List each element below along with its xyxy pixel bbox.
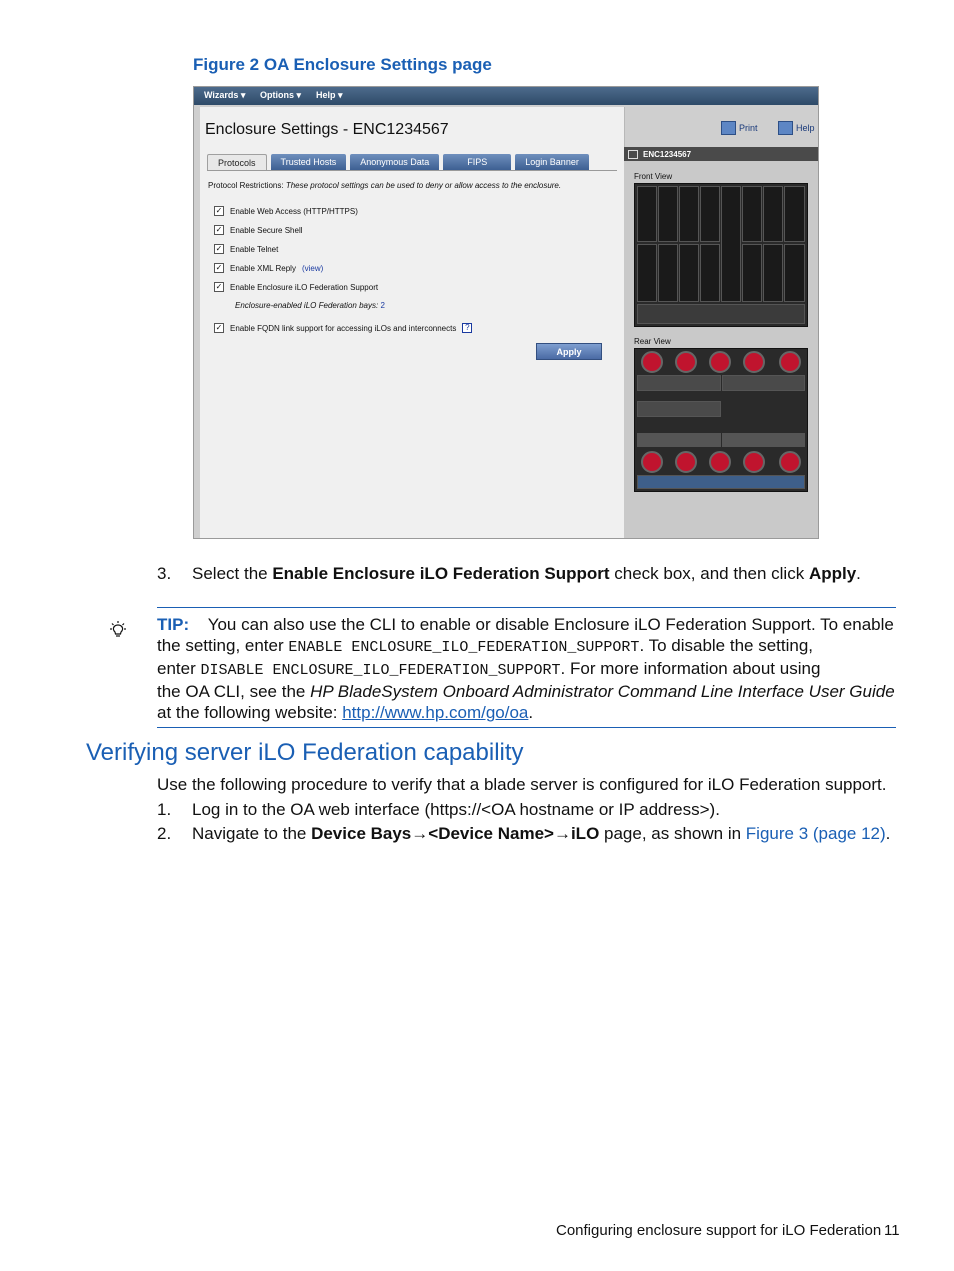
menu-bar bbox=[194, 87, 818, 105]
device-bay[interactable] bbox=[763, 186, 783, 242]
tab-trusted-hosts[interactable]: Trusted Hosts bbox=[271, 154, 347, 170]
interconnect-bay[interactable] bbox=[722, 375, 805, 391]
device-bay[interactable] bbox=[679, 186, 699, 242]
device-bay[interactable] bbox=[763, 244, 783, 302]
fan-icon[interactable] bbox=[709, 351, 731, 373]
device-bay[interactable] bbox=[637, 186, 657, 242]
checkbox-telnet[interactable] bbox=[214, 244, 278, 254]
device-bay[interactable] bbox=[700, 244, 720, 302]
checkbox-checked-icon[interactable]: ✓ bbox=[215, 263, 223, 272]
checkbox-label: Enable XML Reply bbox=[230, 263, 296, 273]
device-bay[interactable] bbox=[742, 186, 762, 242]
enclosure-name: ENC1234567 bbox=[643, 149, 692, 159]
checkbox-label: Enable Telnet bbox=[230, 244, 279, 254]
fan-icon[interactable] bbox=[641, 351, 663, 373]
device-bay[interactable] bbox=[742, 244, 762, 302]
power-input-row[interactable] bbox=[637, 475, 805, 489]
tip-text-2a: the setting, enter bbox=[157, 636, 289, 655]
step-3-text bbox=[192, 563, 861, 584]
page-title: Enclosure Settings - ENC1234567 bbox=[205, 121, 449, 138]
checkbox-label: Enable FQDN link support for accessing iLOs and interconnects bbox=[230, 323, 457, 333]
section-heading: Verifying server iLO Federation capability bbox=[86, 739, 524, 766]
step-3-mid: check box, and then click bbox=[609, 564, 809, 583]
tab-divider bbox=[207, 170, 617, 171]
step-3-end: . bbox=[856, 564, 861, 583]
tab-fips[interactable]: FIPS bbox=[443, 154, 511, 170]
menu-help[interactable]: Help ▾ bbox=[316, 90, 343, 100]
tip-text-2b: . To disable the setting, bbox=[639, 636, 814, 655]
help-question-icon[interactable]: ? bbox=[462, 323, 472, 333]
print-button[interactable] bbox=[721, 121, 758, 135]
power-supply-row[interactable] bbox=[637, 304, 805, 324]
tip-line-2 bbox=[157, 635, 896, 658]
apply-button[interactable]: Apply bbox=[536, 343, 602, 360]
oa-screenshot bbox=[193, 86, 819, 539]
tip-line-1 bbox=[157, 614, 896, 635]
device-bay[interactable] bbox=[784, 186, 805, 242]
help-icon bbox=[778, 121, 793, 135]
print-label: Print bbox=[739, 123, 758, 133]
tip-text-5b: . bbox=[528, 703, 534, 722]
checkbox-checked-icon[interactable]: ✓ bbox=[215, 323, 223, 332]
xml-view-link[interactable]: (view) bbox=[301, 263, 324, 273]
oa-module-bay[interactable] bbox=[637, 433, 721, 447]
fan-icon[interactable] bbox=[709, 451, 731, 473]
step-2-number: 2. bbox=[157, 824, 172, 843]
checkbox-ilo-federation[interactable] bbox=[214, 282, 378, 292]
lightbulb-icon bbox=[108, 620, 128, 640]
guide-title: HP BladeSystem Onboard Administrator Command Line Interface User Guide bbox=[310, 682, 895, 701]
device-bay[interactable] bbox=[679, 244, 699, 302]
federation-bays bbox=[235, 301, 385, 310]
tip-label: TIP: bbox=[157, 615, 190, 634]
interconnect-bay[interactable] bbox=[637, 401, 721, 417]
menu-wizards[interactable]: Wizards ▾ bbox=[204, 90, 246, 100]
checkbox-checked-icon[interactable]: ✓ bbox=[215, 225, 223, 234]
step-2-pre: Navigate to the bbox=[192, 824, 312, 843]
tip-line-3 bbox=[157, 658, 896, 681]
rear-view-label: Rear View bbox=[634, 337, 671, 346]
checkbox-checked-icon[interactable]: ✓ bbox=[215, 282, 223, 291]
device-bay[interactable] bbox=[784, 244, 805, 302]
device-bay[interactable] bbox=[700, 186, 720, 242]
tab-protocols[interactable]: Protocols bbox=[207, 154, 267, 171]
tip-box bbox=[157, 607, 896, 728]
fan-icon[interactable] bbox=[675, 451, 697, 473]
collapse-icon[interactable] bbox=[628, 150, 638, 159]
restrictions-label: Protocol Restrictions: bbox=[208, 181, 284, 190]
step-2-mid: page, as shown in bbox=[599, 824, 746, 843]
fan-icon[interactable] bbox=[641, 451, 663, 473]
tip-text-3a: enter bbox=[157, 659, 201, 678]
footer-text: Configuring enclosure support for iLO Federation bbox=[556, 1222, 882, 1239]
checkbox-secure-shell[interactable] bbox=[214, 225, 303, 235]
checkbox-xml-reply[interactable] bbox=[214, 263, 323, 273]
step-2-end: . bbox=[885, 824, 891, 843]
checkbox-fqdn[interactable] bbox=[214, 323, 472, 333]
device-bay[interactable] bbox=[658, 186, 678, 242]
enclosure-header bbox=[624, 147, 818, 161]
device-bay[interactable] bbox=[721, 186, 741, 302]
fan-icon[interactable] bbox=[743, 451, 765, 473]
step-1-number: 1. bbox=[157, 800, 172, 819]
front-view-rack[interactable] bbox=[634, 183, 808, 327]
tip-text-1: You can also use the CLI to enable or disable Enclosure iLO Federation Support. To enable bbox=[207, 615, 894, 634]
fan-icon[interactable] bbox=[743, 351, 765, 373]
oa-website-link[interactable]: http://www.hp.com/go/oa bbox=[342, 703, 529, 722]
federation-bays-label: Enclosure-enabled iLO Federation bays: bbox=[235, 301, 379, 310]
cli-command-disable: DISABLE ENCLOSURE_ILO_FEDERATION_SUPPORT bbox=[200, 662, 561, 679]
fan-icon[interactable] bbox=[779, 451, 801, 473]
tab-login-banner[interactable]: Login Banner bbox=[515, 154, 589, 170]
menu-options[interactable]: Options ▾ bbox=[260, 90, 302, 100]
help-label: Help bbox=[796, 123, 815, 133]
step-2-menu-path: Device Bays→<Device Name>→iLO bbox=[311, 824, 600, 843]
protocol-restrictions bbox=[208, 181, 561, 190]
step-3-number: 3. bbox=[157, 564, 172, 583]
step-3-bold-apply: Apply bbox=[808, 564, 857, 583]
checkbox-checked-icon[interactable]: ✓ bbox=[215, 206, 223, 215]
rear-view-rack[interactable] bbox=[634, 348, 808, 492]
step-3-pre: Select the bbox=[192, 564, 273, 583]
step-3-bold-option: Enable Enclosure iLO Federation Support bbox=[272, 564, 610, 583]
enclosure-view-panel bbox=[624, 147, 818, 538]
device-bay[interactable] bbox=[658, 244, 678, 302]
tip-line-4 bbox=[157, 681, 896, 702]
tab-bar bbox=[207, 154, 589, 170]
step-1-text: Log in to the OA web interface (https://<OA hostname or IP address>). bbox=[192, 800, 720, 819]
interconnect-bay[interactable] bbox=[637, 375, 721, 391]
print-icon bbox=[721, 121, 736, 135]
cli-command-enable: ENABLE ENCLOSURE_ILO_FEDERATION_SUPPORT bbox=[288, 639, 640, 656]
tab-anonymous-data[interactable]: Anonymous Data bbox=[350, 154, 439, 170]
device-bay[interactable] bbox=[637, 244, 657, 302]
page-number: 11 bbox=[884, 1222, 900, 1239]
checkbox-label: Enable Enclosure iLO Federation Support bbox=[230, 282, 379, 292]
federation-bays-value: 2 bbox=[380, 301, 385, 310]
oa-module-bay[interactable] bbox=[722, 433, 805, 447]
checkbox-label: Enable Secure Shell bbox=[230, 225, 303, 235]
step-2-text bbox=[192, 823, 890, 844]
figure-3-link[interactable]: Figure 3 (page 12) bbox=[745, 824, 886, 843]
help-button[interactable] bbox=[778, 121, 815, 135]
section-intro: Use the following procedure to verify that a blade server is configured for iLO Federation support. bbox=[157, 775, 887, 794]
front-view-label: Front View bbox=[634, 172, 673, 181]
restrictions-text: These protocol settings can be used to deny or allow access to the enclosure. bbox=[285, 181, 562, 190]
tip-line-5 bbox=[157, 702, 896, 723]
tip-text-4a: the OA CLI, see the bbox=[157, 682, 311, 701]
checkbox-web-access[interactable] bbox=[214, 206, 358, 216]
fan-icon[interactable] bbox=[779, 351, 801, 373]
fan-icon[interactable] bbox=[675, 351, 697, 373]
tip-text-5a: at the following website: bbox=[157, 703, 343, 722]
tip-text-3b: . For more information about using bbox=[560, 659, 821, 678]
figure-caption: Figure 2 OA Enclosure Settings page bbox=[193, 55, 492, 74]
checkbox-checked-icon[interactable]: ✓ bbox=[215, 244, 223, 253]
checkbox-label: Enable Web Access (HTTP/HTTPS) bbox=[230, 206, 358, 216]
